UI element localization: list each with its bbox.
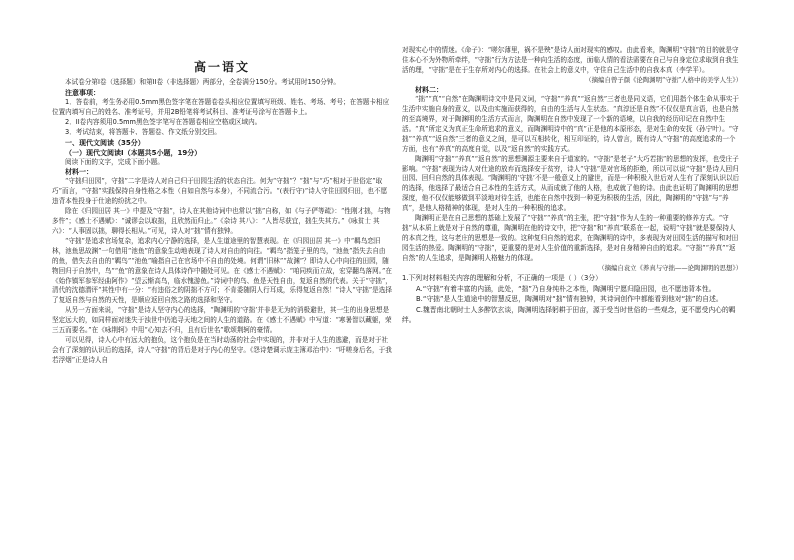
option-c: C.魏晋南北朝时士人多醉饮玄谈，陶渊明选择躬耕于田亩，源于受当时世俗的一些观念，更不愿受内心的羁绊。 [402, 305, 736, 325]
right-block [402, 46, 742, 326]
material-one-paragraph: 可以见得，诗人心中有远大的抱负，这个抱负是在当时动荡的社会中实现的，并非对于人生的逃避，而是对于社会有了深刻的认识后的选择，诗人“守拙”的背后是对于内心的坚守。《怨诗楚调示庞主簿邓治中》：“吁嗟身后名，于我若浮烟”正是诗人自 [52, 335, 392, 364]
left-column [52, 0, 392, 560]
page-title: 高一语文 [193, 60, 250, 74]
option-a: A.“守拙”有着丰富的内涵，此处，“拙”乃自身纯朴之本性，陶渊明宁愿归隐田园，也不愿违背本性。 [416, 284, 716, 293]
notice-item-1: 1．答卷前，考生务必用0.5mm黑色签字笔在答题卷卷头相应位置填写班级、姓名、考场、考号；在答题卡相应位置内填写自己的姓名、准考证号，并用2B铅笔将考试科目、准考证号涂写在答题卡上。 [52, 97, 390, 116]
material-one-paragraph: “守拙”是追求官场复杂，追求内心宁静的选择，是人生道途里的智慧表现。在《归园田居 其一》中“羁鸟恋旧林，池鱼思故渊”一句借用“池鱼”的意象生动地表现了诗人对自由的向往。“羁鸟”指笼子里的鸟，“池鱼”指失去自由的鱼，借失去自由的“羁鸟”“池鱼”喻指自己在官场中不自由的处境。何谓“旧林”“故渊”？即诗人心中向往的田园，随物回归于自然中，鸟”“鱼”的意象在诗人具体诗作中随处可见。在《感士不遇赋》：“咱同疾而立故，宏穿翻鸟落网。”在《始作镇军参军经曲阿作》“望云惭高鸟，临水愧游鱼。”诗词中的鸟、鱼是天性自由，复返自然的代表。关于“守拙”，清代的沈德潜评“其性中有一分：“有违俗之的阴拙不方可；不肯委随阴人行耳成，乐得复返自然！”诗人“守拙”是选择了复返自然与自然的天性，是顺应返回自然之路的选择和坚守。 [52, 236, 392, 305]
reading-instruction: 阅读下面的文字，完成下面小题。 [65, 157, 164, 166]
citation-one: （摘编自曾子颜《论陶渊明“守拙”人格中的美学人生》） [585, 75, 742, 84]
exam-intro: 本试卷分第I卷（选择题）和第II卷（非选择题）两部分，全卷满分150分。考试用时150分钟。 [65, 78, 340, 86]
material-two-paragraph: “拙”“真”“自然”在陶渊明诗文中是同义词，“守拙”“养真”“返自然”三者也是同义语，它们用指个体生命从事实于生活中实施自身的意义，以及由实施而获得的，自由的生活与人生状态。“真淳还是自然”不仅仅是真言语，也是自然的至高境界，对于陶渊明的生活方式而言，陶渊明在自然中发现了一个新的语境，以自我的经历印记在自然中生活。“真”所定义为真正生命所追求的意义，而陶渊明诗中的“真”正是他的本原形态，是对生命的安抚（孙宁叶）。“守拙”“养真”“返自然”三者的意义之间，是可以互相转化，相互印证的，诗人曾言，既有诗人“守拙”的高度追求的一个方面，也有“养真”的高度自觉，以及“返自然”的实践方式。 [402, 95, 739, 153]
option-b: B.“守拙”是人生道途中的智慧反思，陶渊明对“拙”情有独钟，其诗词创作中都能看到他对“拙”的自述。 [416, 295, 723, 304]
subsection-heading: （一）现代文阅读I（本题共5小题，19分） [65, 148, 202, 157]
material-two-label: 材料二： [415, 86, 443, 95]
material-two-paragraph: 陶渊明“守拙”“养真”“返自然”的思想渊源主要来自于道家的。“守拙”是老子“大巧若拙”的思想的发挥，也受庄子影响。“守拙”表现为诗人对仕途的放弃而选择安于贫穷，诗人“守拙”是对官场的拒绝，所以可以说“守拙”是诗人回归田园、回归自然的具体表现。“陶渊明的‘守拙’不是一般意义上的避世，而是一种积极入世后对人生有了深刻认识以后的选择，他选择了最适合自己本性的生活方式，从而成就了他的人格，也成就了他的诗。由此也证明了陶渊明的思想深度，他不仅仅能够做到平淡地对待生活，也能在自然中找到一种更为积极的生活，因此，陶渊明的“守拙”与“养真”，是他人格精神的体现，是对人生的一种积极的追求。 [402, 154, 740, 213]
material-one-continued: 对现实心中的情迷。《命子》：“嗟尔薄里，祸不是殃”是诗人面对现实的感叹。由此看来，陶渊明“守拙”的目的就是守住本心不为外物所牵绊，“守拙”行为方法是一种向生活的态度，面临人情的看法需要在自己与自身定位求取到自我生活的理，“守拙”是在于生存所对内心的选择。在社会上的意义中，守住自己生活中的自我本真（李学平）。 [402, 46, 739, 74]
notice-item-3: 3．考试结束，将答题卡、答题卷、作文纸分别交回。 [65, 127, 221, 136]
material-one-paragraph: “守拙归田园”，守拙”二字是诗人对自己归于田园生活的状态自注。何为“守拙”？“拙”与“巧”相对于世俗定”取巧”而言，“守拙”实践保持自身性格之本性（自如自然与本身），不同流合污。“(表行守)”诗人守住田园归田，也不愿违背本性投身于仕途的纷扰之中。 [52, 177, 388, 206]
right-column [402, 0, 742, 560]
citation-two: （摘编自袁立《养真与守拙——论陶渊明的思想》） [598, 263, 742, 272]
material-one-label: 材料一： [65, 168, 93, 177]
notice-heading: 注意事项： [65, 88, 100, 97]
material-one-paragraph: 除在《归园田居 其一》中提及“守拙”，诗人在其他诗词中也常以“拙”自称，如《与子俨等疏》：“性刚才拙，与物多忤”；《感士不遇赋》：“诚谬会以取拙，且欣然而归止。”《杂诗 其八》：“人皆尽获宜，拙生失其方。”《咏贫士 其六》：“人事固以拙，聊得长相从。”可见，诗人对“拙”情有独钟。 [52, 207, 391, 235]
question-1: 1.下列对材料相关内容的理解和分析，不正确的一项是（ ）（3分） [402, 274, 602, 283]
material-two-paragraph: 陶渊明正是在自己思想的基础上发展了“守拙”“养真”的主张，把“守拙”作为人生的一种重要的修养方式。“守拙”从本质上就是对于自然的尊重，陶渊明在他的诗文中，把“守拙”和“养真”联系在一起，说明“守拙”就是要保持人的本真之性，这与老庄的思想是一致的。这种复归自然的追求，在陶渊明的诗中，多表现为对田园生活的描写和对田园生活的热爱。陶渊明的“守拙”，更重要的是对人生价值的重新选择，是对自身精神自由的追求。“守拙”“养真”“返自然”的人生追求，是陶渊明人格魅力的体现。 [402, 214, 739, 262]
notice-item-2: 2．II卷内容须用0.5mm黑色签字笔写在答题卷相应空格或区域内。 [65, 117, 262, 126]
section-heading: 一、现代文阅读（35分） [65, 138, 145, 147]
material-one-paragraph: 从另一方面来说，“守拙”是诗人坚守内心的选择，“陶渊明的‘守拙’并非是无为的消极避世，其一生的出身思想是坚定远大的，如同样面对迷失于浊世中仍追寻天地之间的人生的道路。在《感士不遇赋》中写道：“寒暑智以藏躯，荣三五而要名。”在《咏荆轲》中用“心知去不归，且有后世名”歌颂荆轲的豪情。 [52, 306, 392, 335]
intro-block [52, 78, 392, 366]
